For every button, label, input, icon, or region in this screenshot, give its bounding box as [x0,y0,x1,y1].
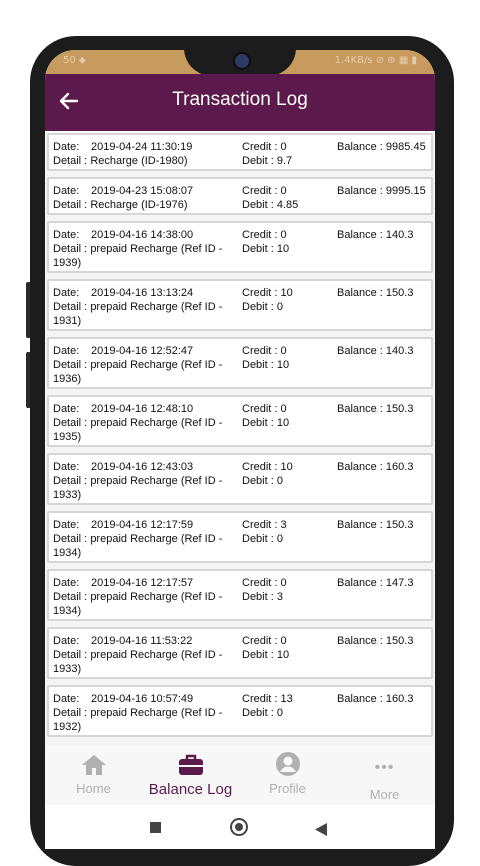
tx-detail [53,706,241,734]
debit-label: Debit : [242,301,274,313]
tx-detail [53,474,241,502]
detail-label: Detail : [53,475,88,487]
tx-balance [337,460,413,474]
debit-value: 0 [273,533,283,545]
tx-debit [242,590,283,604]
tx-balance [337,344,413,358]
credit-value: 3 [277,519,287,531]
tx-date [53,460,193,474]
tx-debit [242,242,289,256]
tx-balance [337,228,413,242]
transaction-row[interactable] [47,511,433,563]
tx-detail [53,648,241,676]
triangle-back-icon[interactable] [315,821,327,840]
tx-debit [242,154,292,168]
credit-value: 13 [277,693,293,705]
date-value: 2019-04-16 12:17:59 [91,519,194,531]
credit-label: Credit : [242,519,278,531]
tx-date [53,140,192,154]
balance-label: Balance : [337,577,383,589]
tx-detail [53,590,241,618]
nav-profile[interactable] [239,745,336,796]
transaction-list[interactable] [45,133,435,745]
debit-value: 0 [273,707,283,719]
credit-label: Credit : [242,185,278,197]
balance-label: Balance : [337,519,383,531]
credit-value: 0 [277,185,287,197]
briefcase-icon [142,745,239,777]
balance-label: Balance : [337,185,383,197]
nav-more[interactable] [336,745,433,802]
transaction-row[interactable] [47,221,433,273]
camera-icon [233,52,251,70]
date-label: Date: [53,287,80,299]
date-label: Date: [53,345,80,357]
detail-value: Recharge (ID-1976) [90,199,188,211]
transaction-row[interactable] [47,279,433,331]
credit-value: 0 [277,635,287,647]
credit-label: Credit : [242,635,278,647]
debit-value: 0 [273,301,283,313]
date-value: 2019-04-16 12:48:10 [91,403,194,415]
date-value: 2019-04-16 12:43:03 [91,461,194,473]
date-value: 2019-04-16 13:13:24 [91,287,194,299]
more-dots-icon: ••• [374,759,395,776]
balance-label: Balance : [337,229,383,241]
debit-label: Debit : [242,243,274,255]
detail-value: prepaid Recharge (Ref ID - 1939) [53,243,223,269]
date-value: 2019-04-16 11:53:22 [91,635,193,647]
date-label: Date: [53,185,80,197]
balance-value: 150.3 [382,403,414,415]
credit-value: 10 [277,287,293,299]
detail-value: prepaid Recharge (Ref ID - 1933) [53,475,223,501]
tx-date [53,634,192,648]
nav-home-label: Home [76,781,111,796]
tx-detail [53,532,241,560]
detail-label: Detail : [53,591,88,603]
square-icon[interactable] [150,822,161,833]
credit-label: Credit : [242,345,278,357]
tx-date [53,344,193,358]
tx-balance [337,576,413,590]
tx-detail [53,198,241,212]
date-label: Date: [53,635,80,647]
status-left: 50 ⬥ [63,55,86,66]
debit-label: Debit : [242,199,274,211]
transaction-row[interactable] [47,177,433,215]
debit-label: Debit : [242,591,274,603]
date-label: Date: [53,403,80,415]
tx-balance [337,140,426,154]
debit-label: Debit : [242,417,274,429]
circle-icon[interactable] [230,818,248,836]
debit-label: Debit : [242,533,274,545]
date-label: Date: [53,461,80,473]
detail-label: Detail : [53,243,88,255]
tx-balance [337,402,413,416]
balance-value: 150.3 [382,519,414,531]
tx-balance [337,518,413,532]
detail-value: prepaid Recharge (Ref ID - 1933) [53,649,223,675]
nav-more-label: More [369,787,400,802]
balance-value: 9995.15 [382,185,426,197]
debit-label: Debit : [242,649,274,661]
credit-label: Credit : [242,461,278,473]
transaction-row[interactable] [47,133,433,171]
transaction-row[interactable] [47,395,433,447]
transaction-row[interactable] [47,627,433,679]
transaction-row[interactable] [47,453,433,505]
debit-label: Debit : [242,707,274,719]
detail-label: Detail : [53,155,88,167]
detail-value: Recharge (ID-1980) [90,155,188,167]
date-value: 2019-04-23 15:08:07 [91,185,194,197]
tx-credit [242,576,287,590]
phone-screen [45,50,435,849]
tx-credit [242,518,287,532]
tx-balance [337,692,413,706]
debit-label: Debit : [242,359,274,371]
nav-home[interactable] [45,745,142,796]
system-nav-bar [45,805,435,849]
debit-label: Debit : [242,155,274,167]
credit-label: Credit : [242,577,278,589]
tx-date [53,184,193,198]
bottom-nav [45,745,435,805]
debit-value: 3 [273,591,283,603]
debit-value: 10 [273,649,290,661]
balance-value: 140.3 [382,345,414,357]
credit-value: 0 [277,141,287,153]
tx-detail [53,242,241,270]
tx-date [53,228,193,242]
balance-value: 9985.45 [382,141,426,153]
balance-value: 160.3 [382,693,414,705]
tx-date [53,286,193,300]
tx-credit [242,344,287,358]
detail-label: Detail : [53,417,88,429]
credit-label: Credit : [242,141,278,153]
tx-credit [242,460,293,474]
tx-date [53,402,193,416]
debit-label: Debit : [242,475,274,487]
transaction-row[interactable] [47,569,433,621]
debit-value: 9.7 [273,155,293,167]
tx-detail [53,154,241,168]
debit-value: 10 [273,243,290,255]
credit-value: 0 [277,345,287,357]
credit-label: Credit : [242,693,278,705]
balance-label: Balance : [337,403,383,415]
detail-value: prepaid Recharge (Ref ID - 1934) [53,533,223,559]
debit-value: 10 [273,359,290,371]
tx-debit [242,358,289,372]
tx-date [53,518,193,532]
tx-debit [242,474,283,488]
debit-value: 0 [273,475,283,487]
balance-value: 160.3 [382,461,414,473]
detail-label: Detail : [53,199,88,211]
credit-label: Credit : [242,229,278,241]
credit-label: Credit : [242,287,278,299]
tx-date [53,692,193,706]
balance-label: Balance : [337,461,383,473]
detail-label: Detail : [53,533,88,545]
tx-date [53,576,193,590]
transaction-row[interactable] [47,685,433,737]
tx-detail [53,300,241,328]
balance-label: Balance : [337,693,383,705]
detail-label: Detail : [53,359,88,371]
profile-icon [239,745,336,777]
date-value: 2019-04-24 11:30:19 [91,141,193,153]
detail-label: Detail : [53,707,88,719]
balance-value: 147.3 [382,577,414,589]
tx-balance [337,286,413,300]
tx-balance [337,634,413,648]
date-value: 2019-04-16 12:52:47 [91,345,194,357]
tx-debit [242,532,283,546]
tx-debit [242,706,283,720]
tx-detail [53,358,241,386]
date-label: Date: [53,693,80,705]
detail-value: prepaid Recharge (Ref ID - 1935) [53,417,223,443]
nav-profile-label: Profile [269,781,306,796]
detail-label: Detail : [53,301,88,313]
date-value: 2019-04-16 14:38:00 [91,229,194,241]
date-value: 2019-04-16 12:17:57 [91,577,194,589]
tx-credit [242,402,287,416]
balance-label: Balance : [337,287,383,299]
tx-credit [242,634,287,648]
nav-balance-log-label: Balance Log [148,781,233,798]
detail-label: Detail : [53,649,88,661]
credit-value: 10 [277,461,293,473]
tx-detail [53,416,241,444]
date-value: 2019-04-16 10:57:49 [91,693,194,705]
tx-debit [242,198,298,212]
tx-debit [242,416,289,430]
date-label: Date: [53,577,80,589]
balance-value: 150.3 [382,635,414,647]
status-right: 1.4KB/s ⊘ ⊛ ▦ ▮ [334,55,417,66]
balance-value: 140.3 [382,229,414,241]
tx-credit [242,184,287,198]
page-title: Transaction Log [172,89,308,110]
detail-value: prepaid Recharge (Ref ID - 1936) [53,359,223,385]
camera-notch [184,50,296,76]
app-bar [45,74,435,131]
tx-credit [242,286,293,300]
detail-value: prepaid Recharge (Ref ID - 1932) [53,707,223,733]
date-label: Date: [53,229,80,241]
credit-value: 0 [277,403,287,415]
tx-debit [242,648,289,662]
balance-label: Balance : [337,345,383,357]
credit-label: Credit : [242,403,278,415]
detail-value: prepaid Recharge (Ref ID - 1931) [53,301,223,327]
debit-value: 4.85 [273,199,299,211]
tx-credit [242,140,287,154]
transaction-row[interactable] [47,337,433,389]
balance-label: Balance : [337,635,383,647]
credit-value: 0 [277,229,287,241]
nav-balance-log[interactable] [142,745,239,798]
balance-value: 150.3 [382,287,414,299]
status-bar [45,50,435,74]
tx-credit [242,692,293,706]
home-icon [45,745,142,777]
balance-label: Balance : [337,141,383,153]
tx-credit [242,228,287,242]
date-label: Date: [53,519,80,531]
detail-value: prepaid Recharge (Ref ID - 1934) [53,591,223,617]
tx-debit [242,300,283,314]
date-label: Date: [53,141,80,153]
tx-balance [337,184,426,198]
debit-value: 10 [273,417,290,429]
credit-value: 0 [277,577,287,589]
